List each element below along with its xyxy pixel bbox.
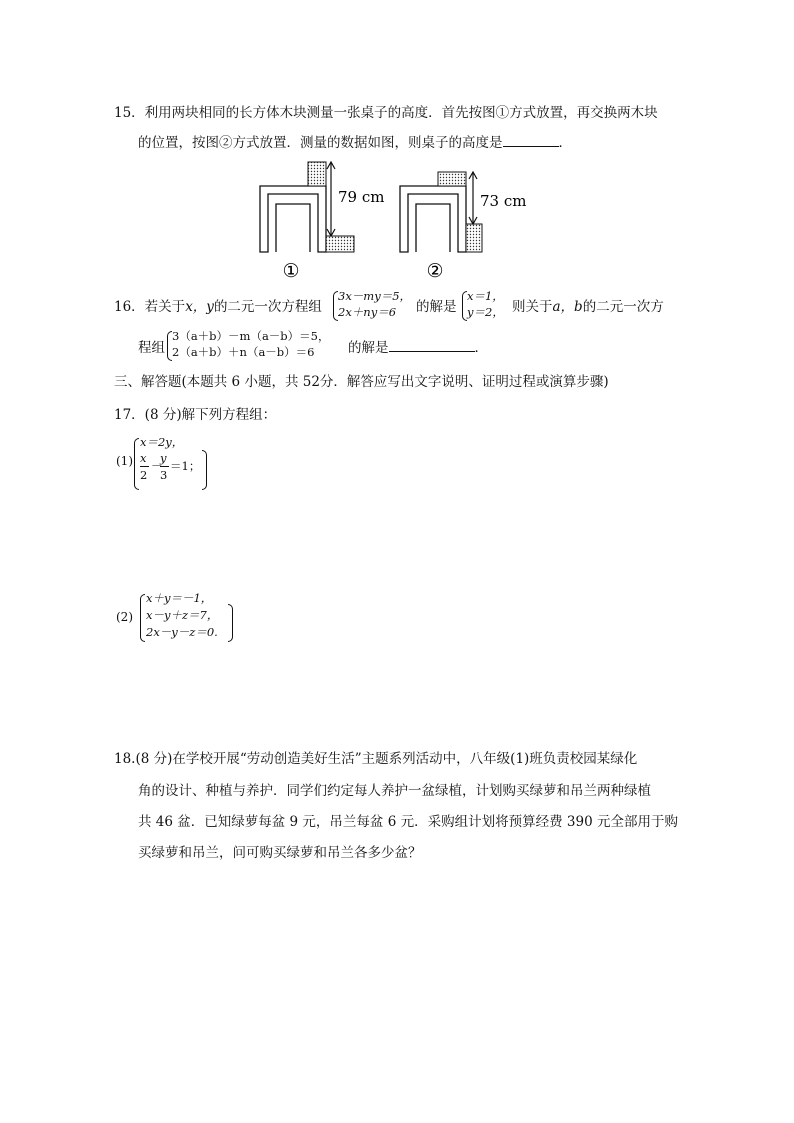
q17-p1-row2: x 2 － y 3 ＝1； xyxy=(140,451,201,482)
q17-part2-label: (2) xyxy=(116,610,133,624)
fig2-measure: 73 cm xyxy=(480,192,527,210)
q18-line2: 角的设计、种植与养护．同学们约定每人养护一盆绿植，计划购买绿萝和吊兰两种绿植 xyxy=(138,783,651,799)
q17-p2-row2: x－y＋z＝7， xyxy=(146,608,219,622)
q17-part1-label: (1) xyxy=(116,454,133,468)
q16-vars-xy: x，y xyxy=(185,299,214,315)
frac1-den: 2 xyxy=(140,468,148,482)
q16-text-g: 的二元一次方 xyxy=(582,299,664,315)
q16-line2-end xyxy=(348,339,488,357)
q16-line1 xyxy=(114,298,322,316)
block-1-floor xyxy=(326,236,354,252)
q17-p2-row1: x＋y＝－1， xyxy=(146,591,213,605)
sys1-row2: 2x＋ny＝6 xyxy=(338,305,397,319)
q18-line4: 买绿萝和吊兰，问可购买绿萝和吊兰各多少盆？ xyxy=(138,845,422,861)
sol-row2: y＝2， xyxy=(467,305,504,319)
q15-line2-text: 的位置，按图②方式放置．测量的数据如图，则桌子的高度是 xyxy=(138,135,503,151)
section3-heading: 三、解答题(本题共 6 小题，共 52分．解答应写出文字说明、证明过程或演算步骤) xyxy=(114,374,609,390)
table-2 xyxy=(400,186,466,252)
q17-p1-brace xyxy=(134,438,139,490)
sys1-row1: 3x－my＝5， xyxy=(338,289,412,303)
frac2-num: y xyxy=(160,451,167,465)
block-1-top xyxy=(308,162,326,186)
frac1-num: x xyxy=(140,451,147,465)
frac2-den: 3 xyxy=(160,468,168,482)
q16-period: ． xyxy=(474,340,488,356)
q16-text-a: 16．若关于 xyxy=(114,299,186,315)
block-2-floor xyxy=(466,224,482,252)
q16-solution-word-2: 的解是 xyxy=(348,340,389,356)
q16-text-e: 则关于 xyxy=(512,299,553,315)
q16-vars-ab: a，b xyxy=(552,299,583,315)
q17-title: 17．(8 分)解下列方程组： xyxy=(114,407,277,423)
block-2-top xyxy=(438,172,466,186)
q17-p2-row3: 2x－y－z＝0. xyxy=(146,625,218,639)
q18-line3: 共 46 盆．已知绿萝每盆 9 元，吊兰每盆 6 元．采购组计划将预算经费 390 元全部用于购 xyxy=(138,814,678,830)
sol-row1: x＝1， xyxy=(467,289,504,303)
q15-line2-end: ． xyxy=(558,135,572,151)
q17-p2-brace-right xyxy=(228,604,233,642)
q15-figure xyxy=(250,158,540,282)
q16-answer-blank[interactable] xyxy=(389,351,475,352)
frac-eq: ＝1； xyxy=(170,459,201,473)
q15-answer-blank[interactable] xyxy=(503,146,559,147)
q17-p1-brace-right xyxy=(202,450,207,490)
q16-solution-word: 的解是 xyxy=(416,299,457,315)
sys2-row1: 3（a＋b）－m（a－b）＝5， xyxy=(172,329,330,343)
q15-line1: 15．利用两块相同的长方体木块测量一张桌子的高度．首先按图①方式放置，再交换两木块 xyxy=(114,105,658,121)
q18-line1: 18.(8 分)在学校开展“劳动创造美好生活”主题系列活动中，八年级(1)班负责校园某绿化 xyxy=(114,751,638,767)
table-1 xyxy=(260,186,326,252)
q16-text-c: 的二元一次方程组 xyxy=(213,299,322,315)
q16-line1-tail xyxy=(512,298,664,316)
fig1-number: ① xyxy=(282,260,300,282)
sys2-row2: 2（a＋b）＋n（a－b）＝6 xyxy=(172,345,315,359)
q15-line2 xyxy=(138,134,572,152)
q17-p1-row1: x＝2y， xyxy=(140,435,184,449)
q16-line2-start: 程组 xyxy=(138,340,165,356)
fig1-measure: 79 cm xyxy=(338,188,385,206)
q17-p2-brace xyxy=(140,594,145,642)
fig2-number: ② xyxy=(426,260,444,282)
